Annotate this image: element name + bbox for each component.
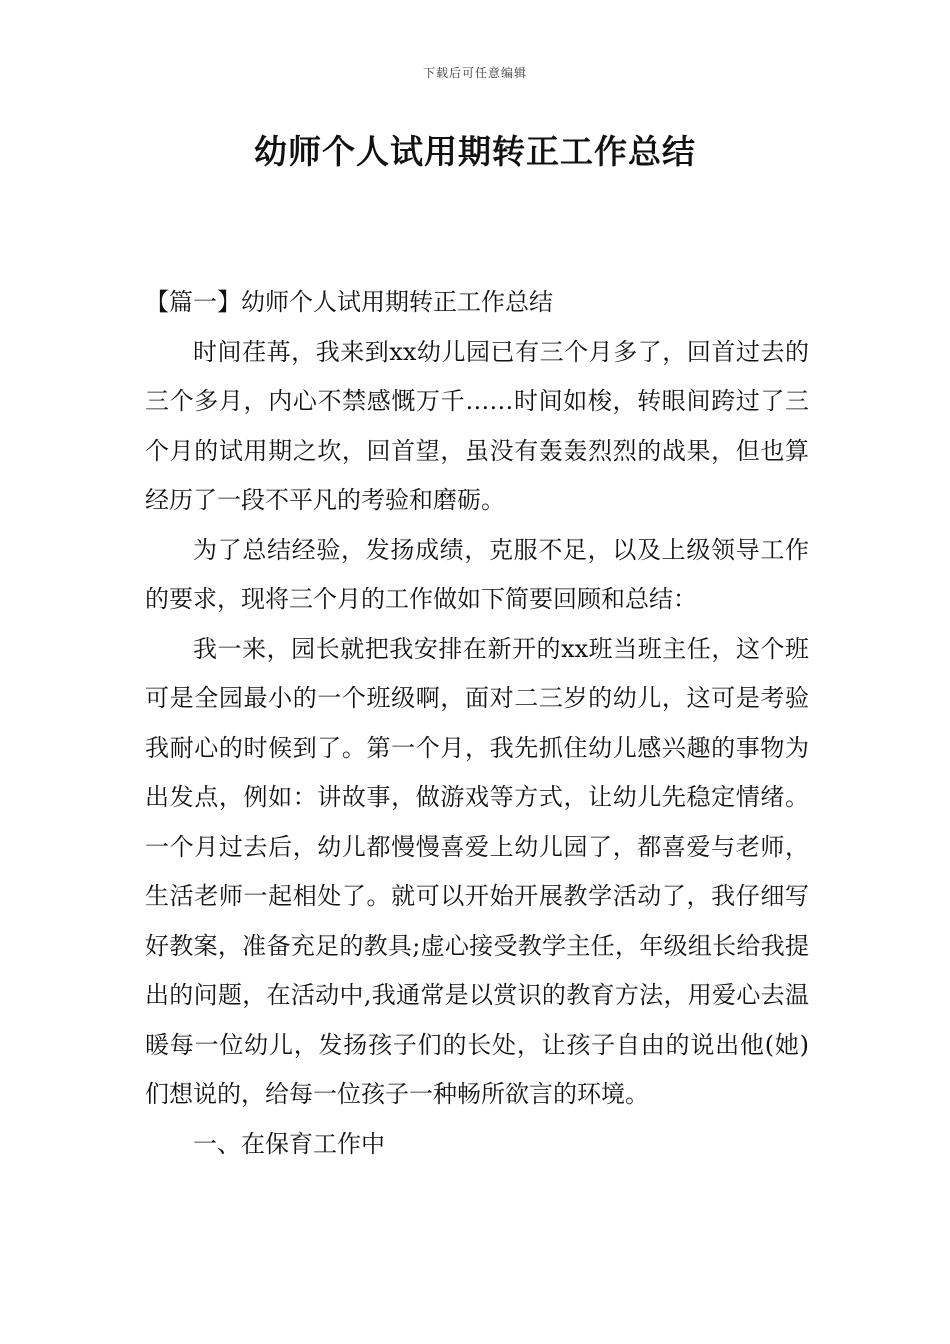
document-body bbox=[145, 278, 809, 1169]
paragraph-3: 我一来，园长就把我安排在新开的xx班当班主任，这个班可是全园最小的一个班级啊，面对二三岁的幼儿，这可是考验我耐心的时候到了。第一个月，我先抓住幼儿感兴趣的事物为出发点，例如：讲故事，做游戏等方式，让幼儿先稳定情绪。一个月过去后，幼儿都慢慢喜爱上幼儿园了，都喜爱与老师，生活老师一起相处了。就可以开始开展教学活动了，我仔细写好教案，准备充足的教具;虚心接受教学主任，年级组长给我提出的问题，在活动中,我通常是以赏识的教育方法，用爱心去温暖每一位幼儿，发扬孩子们的长处，让孩子自由的说出他(她)们想说的，给每一位孩子一种畅所欲言的环境。 bbox=[145, 634, 809, 1108]
document-title: 幼师个人试用期转正工作总结 bbox=[254, 132, 696, 171]
section-heading: 【篇一】幼师个人试用期转正工作总结 bbox=[145, 288, 553, 316]
subsection-heading: 一、在保育工作中 bbox=[193, 1129, 385, 1158]
paragraph-1: 时间荏苒，我来到xx幼儿园已有三个月多了，回首过去的三个多月，内心不禁感慨万千……时间如梭，转眼间跨过了三个月的试用期之坎，回首望，虽没有轰轰烈烈的战果，但也算经历了一段不平凡的考验和磨砺。 bbox=[145, 337, 809, 514]
paragraph-2: 为了总结经验，发扬成绩，克服不足，以及上级领导工作的要求，现将三个月的工作做如下简要回顾和总结： bbox=[145, 535, 809, 613]
header-note: 下载后可任意编辑 bbox=[422, 66, 527, 80]
